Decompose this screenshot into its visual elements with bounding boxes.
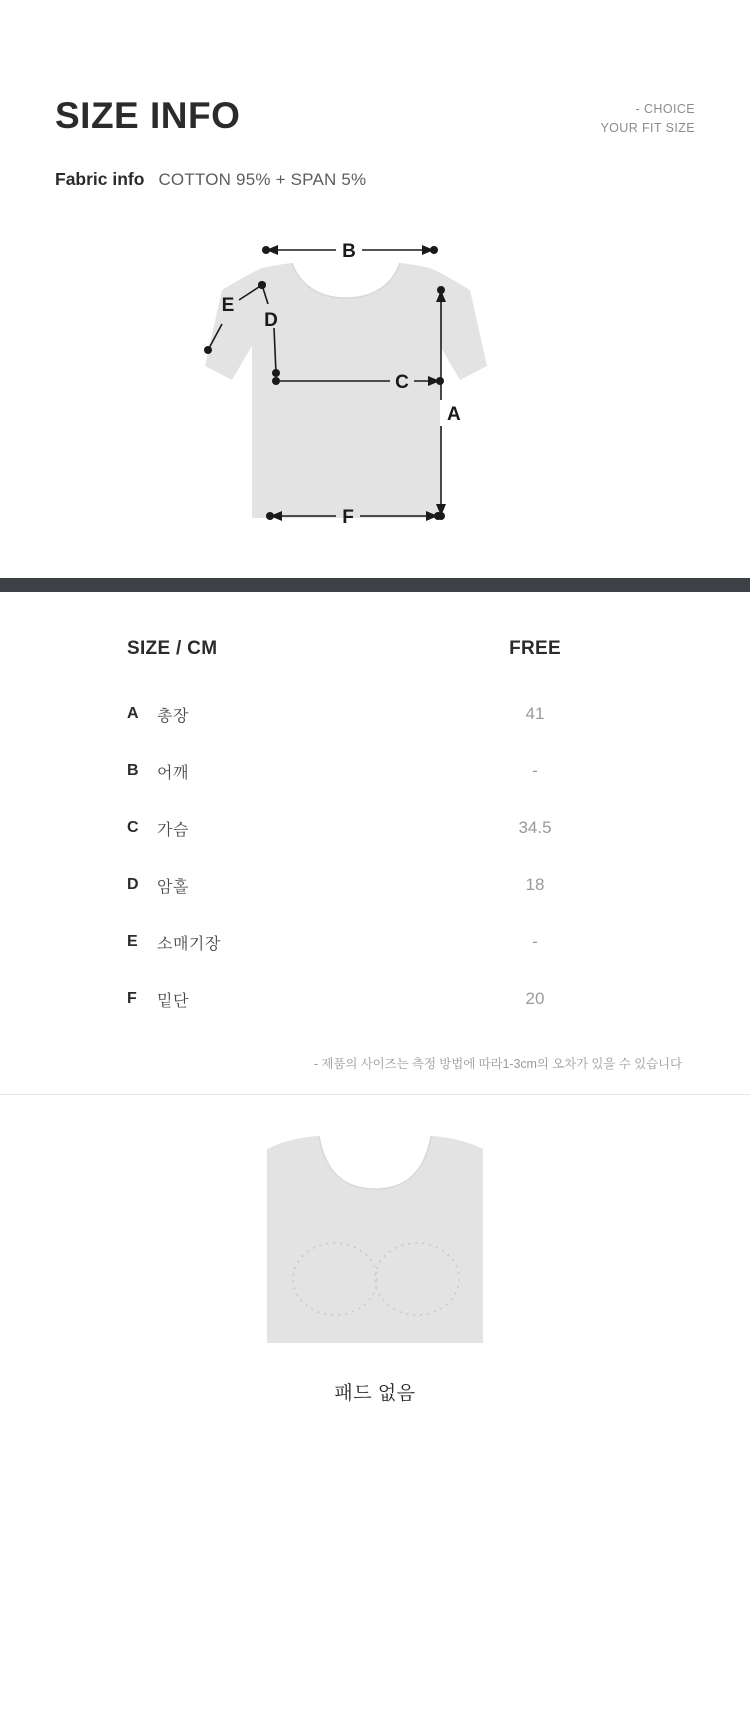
section-divider-bar bbox=[0, 578, 750, 592]
row-value: 34.5 bbox=[518, 818, 552, 838]
row-letter: A bbox=[127, 705, 139, 723]
diagram-label-d: D bbox=[264, 309, 278, 331]
fabric-info-label: Fabric info bbox=[55, 168, 145, 189]
row-value: - bbox=[532, 761, 538, 781]
row-name: 어깨 bbox=[157, 764, 189, 782]
row-value: - bbox=[532, 932, 538, 952]
row-name: 가슴 bbox=[157, 821, 189, 839]
pad-section bbox=[0, 1095, 750, 1405]
garment-measurement-diagram bbox=[0, 228, 750, 578]
measurement-tolerance-note: - 제품의 사이즈는 측정 방법에 따라1-3cm의 오차가 있을 수 있습니다 bbox=[313, 1056, 682, 1071]
row-name: 소매기장 bbox=[157, 935, 221, 953]
diagram-label-b: B bbox=[342, 240, 356, 262]
choice-tagline bbox=[600, 100, 695, 139]
row-name: 총장 bbox=[157, 707, 189, 725]
row-letter: E bbox=[127, 933, 138, 951]
row-value: 20 bbox=[525, 989, 545, 1009]
size-table-section bbox=[0, 592, 750, 1095]
table-header-size: SIZE / CM bbox=[127, 637, 218, 659]
row-letter: C bbox=[127, 819, 139, 837]
page-title: SIZE INFO bbox=[55, 95, 241, 136]
row-letter: F bbox=[127, 990, 137, 1008]
choice-line-2: YOUR FIT SIZE bbox=[600, 121, 695, 136]
row-value: 41 bbox=[525, 704, 545, 724]
row-value: 18 bbox=[525, 875, 545, 895]
fabric-info-row bbox=[55, 169, 695, 190]
table-row bbox=[125, 914, 625, 971]
row-name: 암홀 bbox=[157, 878, 189, 896]
table-header-free: FREE bbox=[509, 637, 561, 659]
row-letter: B bbox=[127, 762, 139, 780]
fabric-info-value: COTTON 95% + SPAN 5% bbox=[158, 169, 367, 189]
row-name: 밑단 bbox=[157, 992, 189, 1010]
pad-caption: 패드 없음 bbox=[334, 1382, 416, 1404]
table-row bbox=[125, 971, 625, 1028]
table-row bbox=[125, 743, 625, 800]
diagram-label-c: C bbox=[395, 371, 409, 393]
diagram-label-e: E bbox=[221, 294, 235, 316]
bra-top-illustration bbox=[225, 1131, 525, 1351]
header bbox=[0, 0, 750, 190]
diagram-label-a: A bbox=[447, 403, 461, 425]
table-row bbox=[125, 800, 625, 857]
row-letter: D bbox=[127, 876, 139, 894]
size-table bbox=[125, 638, 625, 1028]
choice-line-1: - CHOICE bbox=[635, 102, 695, 116]
table-row bbox=[125, 857, 625, 914]
table-row bbox=[125, 686, 625, 743]
table-header-row bbox=[125, 638, 625, 686]
diagram-label-f: F bbox=[342, 506, 354, 528]
